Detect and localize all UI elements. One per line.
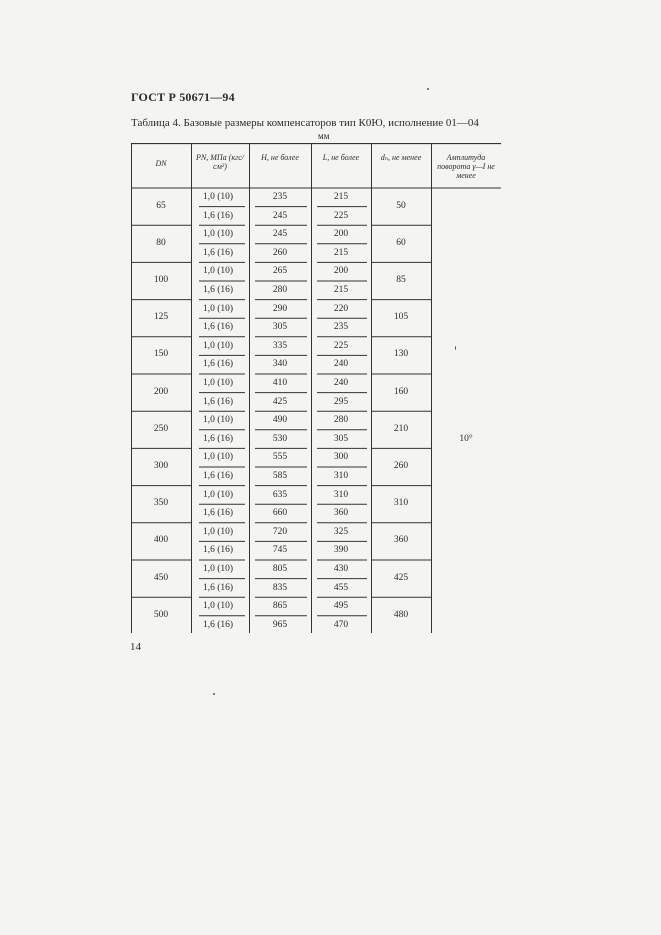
cell-dn: 350 <box>153 498 169 509</box>
cell-h: 635 <box>272 489 288 500</box>
header-h: H, не более <box>261 153 299 162</box>
cell-dn: 250 <box>153 423 169 434</box>
cell-l: 305 <box>333 433 349 444</box>
cell-l: 470 <box>333 619 349 630</box>
cell-pn: 1,6 (16) <box>203 285 234 295</box>
cell-l: 325 <box>333 526 349 537</box>
cell-l: 240 <box>333 359 349 370</box>
cell-l: 295 <box>333 396 349 407</box>
cell-l: 310 <box>333 471 349 481</box>
cell-h: 425 <box>272 396 288 407</box>
cell-d: 310 <box>393 498 409 509</box>
cell-l: 360 <box>333 508 349 519</box>
cell-pn: 1,0 (10) <box>203 489 234 500</box>
cell-pn: 1,0 (10) <box>203 303 234 314</box>
cell-d: 360 <box>393 535 409 546</box>
cell-pn: 1,6 (16) <box>203 210 234 221</box>
cell-dn: 80 <box>156 237 166 248</box>
units-label: мм <box>318 131 330 141</box>
cell-d: 210 <box>393 423 409 434</box>
cell-pn: 1,0 (10) <box>203 340 234 351</box>
cell-l: 215 <box>333 247 349 258</box>
cell-pn: 1,0 (10) <box>203 601 234 612</box>
cell-pn: 1,0 (10) <box>203 452 234 463</box>
cell-d: 160 <box>393 386 409 397</box>
cell-h: 660 <box>272 508 288 519</box>
scan-speck <box>455 346 456 350</box>
cell-h: 745 <box>272 545 288 556</box>
cell-l: 495 <box>333 601 349 612</box>
cell-h: 965 <box>272 619 288 630</box>
cell-l: 390 <box>333 545 349 556</box>
cell-h: 280 <box>272 285 288 295</box>
cell-dn: 450 <box>153 572 169 583</box>
cell-l: 220 <box>333 303 349 314</box>
scan-speck <box>213 693 215 695</box>
page-number: 14 <box>130 641 141 653</box>
cell-l: 300 <box>333 452 349 463</box>
cell-l: 280 <box>333 415 349 426</box>
cell-h: 585 <box>272 471 288 481</box>
cell-h: 865 <box>272 601 288 612</box>
header-amplitude: Амплитуда поворота γ—I не менее <box>437 153 495 180</box>
scan-speck <box>427 88 429 90</box>
cell-l: 430 <box>333 564 349 574</box>
cell-dn: 125 <box>153 312 169 323</box>
cell-l: 225 <box>333 210 349 221</box>
cell-pn: 1,6 (16) <box>203 508 234 519</box>
cell-pn: 1,0 (10) <box>203 415 234 426</box>
cell-d: 85 <box>396 275 406 285</box>
header-dn: DN <box>155 159 167 168</box>
cell-h: 335 <box>272 340 288 351</box>
cell-dn: 400 <box>153 535 169 546</box>
cell-pn: 1,6 (16) <box>203 619 234 630</box>
cell-h: 410 <box>272 378 288 388</box>
cell-h: 245 <box>272 229 288 240</box>
document-header: ГОСТ Р 50671—94 <box>131 90 235 104</box>
cell-dn: 100 <box>153 275 169 285</box>
cell-d: 50 <box>396 200 406 211</box>
cell-pn: 1,6 (16) <box>203 359 234 370</box>
cell-h: 805 <box>272 564 288 574</box>
cell-pn: 1,0 (10) <box>203 266 234 277</box>
cell-pn: 1,6 (16) <box>203 322 234 333</box>
cell-h: 490 <box>272 415 288 426</box>
cell-d: 425 <box>393 572 409 583</box>
cell-pn: 1,0 (10) <box>203 192 234 202</box>
cell-pn: 1,0 (10) <box>203 229 234 240</box>
cell-dn: 150 <box>153 349 169 360</box>
cell-pn: 1,6 (16) <box>203 433 234 444</box>
table-caption: Таблица 4. Базовые размеры компенсаторов тип К0Ю, исполнение 01—04 <box>131 117 479 129</box>
cell-h: 835 <box>272 582 288 593</box>
cell-h: 260 <box>272 247 288 258</box>
cell-l: 200 <box>333 266 349 277</box>
cell-dn: 300 <box>153 461 169 471</box>
cell-pn: 1,0 (10) <box>203 526 234 537</box>
cell-l: 215 <box>333 192 349 202</box>
cell-d: 260 <box>393 461 409 471</box>
cell-l: 200 <box>333 229 349 240</box>
cell-h: 235 <box>272 192 288 202</box>
cell-dn: 200 <box>153 386 169 397</box>
cell-pn: 1,6 (16) <box>203 545 234 556</box>
cell-pn: 1,0 (10) <box>203 564 234 574</box>
cell-l: 310 <box>333 489 349 500</box>
cell-l: 455 <box>333 582 349 593</box>
dimensions-table <box>131 143 501 633</box>
cell-h: 305 <box>272 322 288 333</box>
cell-h: 340 <box>272 359 288 370</box>
cell-h: 555 <box>272 452 288 463</box>
header-l: L, не более <box>322 153 360 162</box>
cell-d: 60 <box>396 237 406 248</box>
cell-d: 105 <box>393 312 409 323</box>
cell-pn: 1,0 (10) <box>203 378 234 388</box>
cell-l: 235 <box>333 322 349 333</box>
cell-l: 240 <box>333 378 349 388</box>
cell-dn: 500 <box>153 609 169 620</box>
cell-h: 245 <box>272 210 288 221</box>
cell-pn: 1,6 (16) <box>203 582 234 593</box>
header-d: dₙ, не менее <box>380 153 422 162</box>
cell-amplitude: 10° <box>459 433 473 444</box>
cell-pn: 1,6 (16) <box>203 396 234 407</box>
cell-pn: 1,6 (16) <box>203 247 234 258</box>
table-grid <box>131 143 501 633</box>
cell-h: 530 <box>272 433 288 444</box>
cell-d: 480 <box>393 609 409 620</box>
cell-pn: 1,6 (16) <box>203 471 234 481</box>
cell-l: 215 <box>333 285 349 295</box>
cell-l: 225 <box>333 340 349 351</box>
cell-d: 130 <box>393 349 409 360</box>
cell-h: 720 <box>272 526 288 537</box>
cell-h: 265 <box>272 266 288 277</box>
cell-dn: 65 <box>156 200 166 211</box>
header-pn: PN, МПа (кгс/см²) <box>196 153 244 171</box>
cell-h: 290 <box>272 303 288 314</box>
